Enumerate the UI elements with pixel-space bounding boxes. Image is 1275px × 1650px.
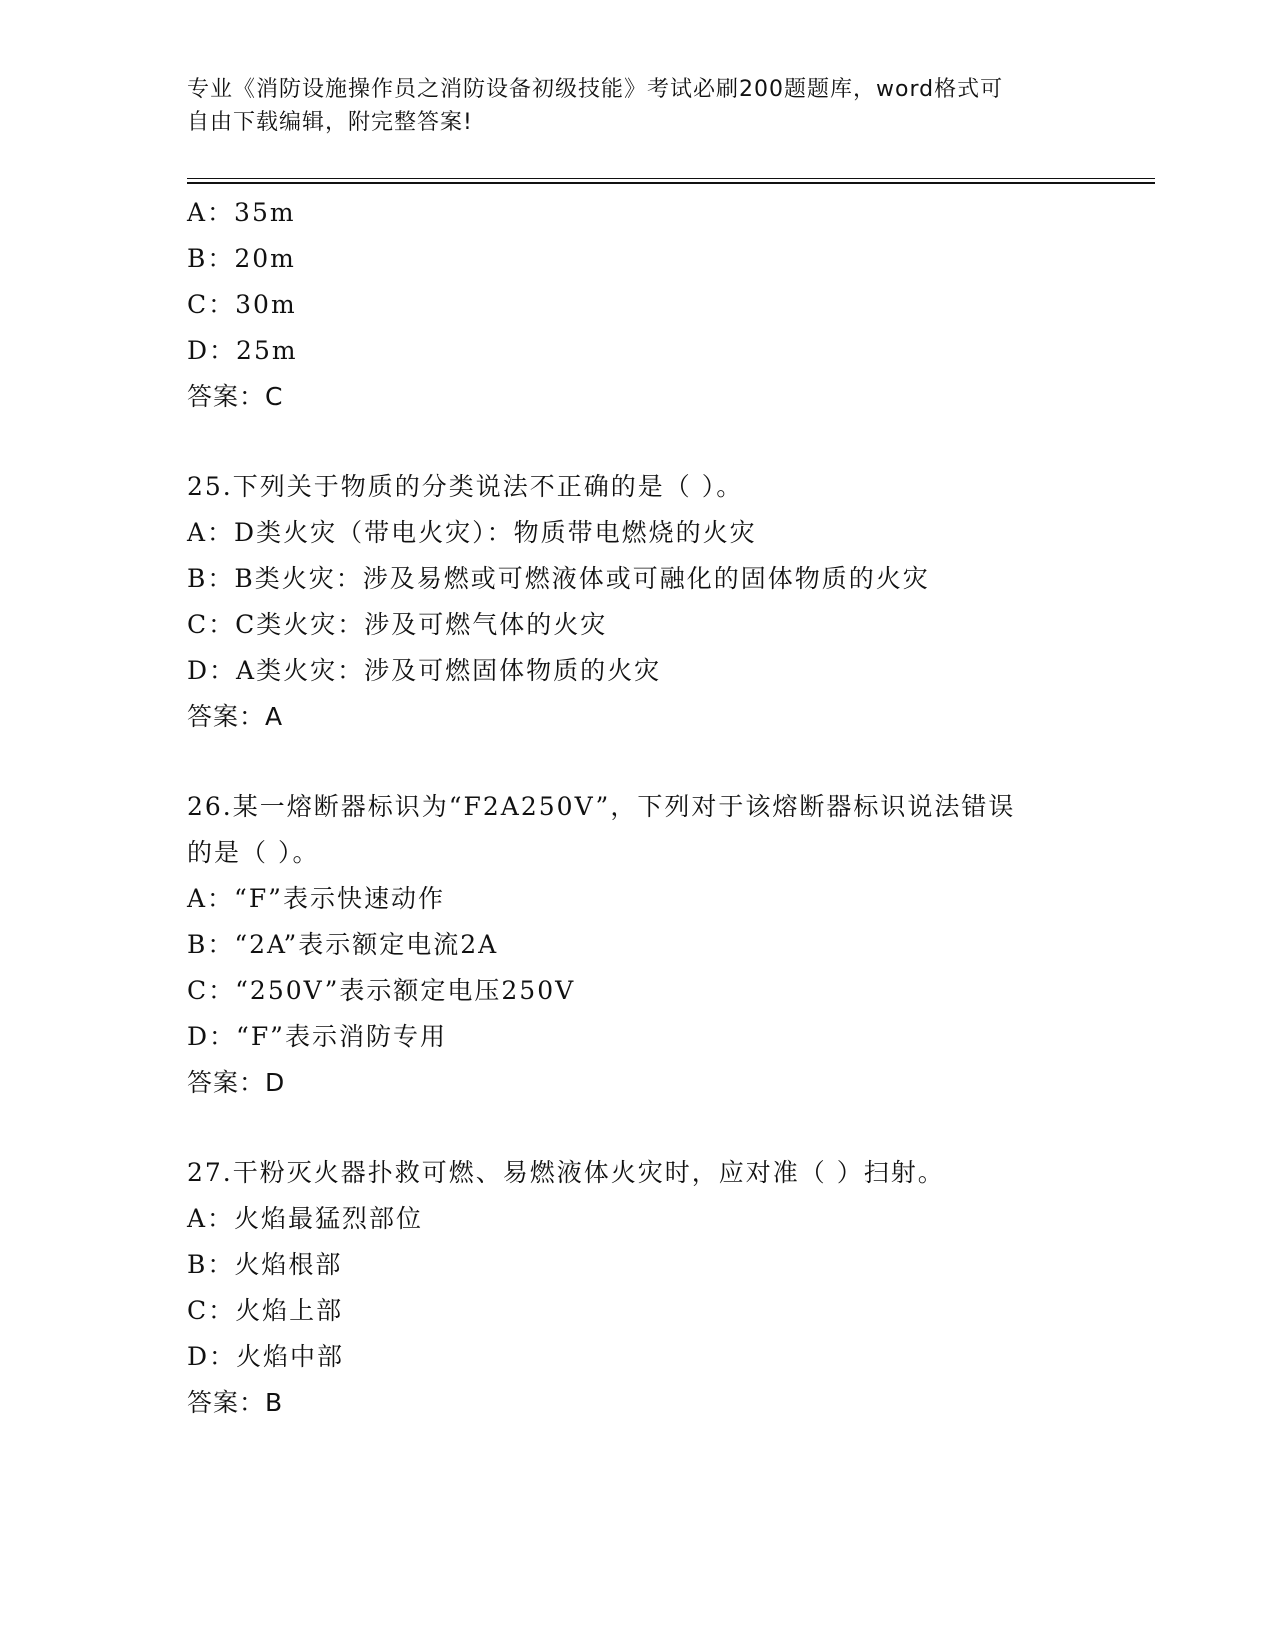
header-divider-thick (187, 182, 1155, 184)
option-c: C：30m (187, 290, 297, 319)
answer-line: 答案：D (187, 1068, 286, 1097)
question-stem: 26.某一熔断器标识为“F2A250V”，下列对于该熔断器标识说法错误 (187, 792, 1016, 821)
header-divider-thin (187, 178, 1155, 179)
option-b: B：“2A”表示额定电流2A (187, 930, 499, 959)
header-line-1: 专业《消防设施操作员之消防设备初级技能》考试必刷200题题库，word格式可 (187, 77, 1004, 102)
answer-line: 答案：A (187, 702, 284, 731)
answer-line: 答案：C (187, 382, 284, 411)
option-a: A：火焰最猛烈部位 (187, 1204, 424, 1233)
option-c: C：火焰上部 (187, 1296, 344, 1325)
option-c: C：C类火灾：涉及可燃气体的火灾 (187, 610, 608, 639)
question-block-27 (187, 1150, 1147, 1426)
question-stem: 25.下列关于物质的分类说法不正确的是（ ）。 (187, 472, 744, 501)
option-b: B：20m (187, 244, 296, 273)
option-d: D：“F”表示消防专用 (187, 1022, 447, 1051)
question-spacer (187, 420, 1147, 464)
answer-line: 答案：B (187, 1388, 284, 1417)
question-block-25 (187, 464, 1147, 740)
option-a: A：D类火灾（带电火灾）：物质带电燃烧的火灾 (187, 518, 757, 547)
option-d: D：A类火灾：涉及可燃固体物质的火灾 (187, 656, 662, 685)
question-stem: 27.干粉灭火器扑救可燃、易燃液体火灾时，应对准（ ）扫射。 (187, 1158, 945, 1187)
option-a: A：“F”表示快速动作 (187, 884, 445, 913)
question-spacer (187, 740, 1147, 784)
option-a: A：35m (187, 198, 296, 227)
question-block-24 (187, 190, 1147, 420)
option-c: C：“250V”表示额定电压250V (187, 976, 576, 1005)
option-d: D：25m (187, 336, 298, 365)
option-d: D：火焰中部 (187, 1342, 345, 1371)
question-list (187, 190, 1147, 1426)
header-line-2: 自由下载编辑，附完整答案! (187, 110, 473, 135)
question-block-26 (187, 784, 1147, 1106)
option-b: B：火焰根部 (187, 1250, 343, 1279)
question-spacer (187, 1106, 1147, 1150)
document-header (187, 73, 1067, 139)
option-b: B：B类火灾：涉及易燃或可燃液体或可融化的固体物质的火灾 (187, 564, 930, 593)
question-stem-continued: 的是（ ）。 (187, 838, 320, 867)
